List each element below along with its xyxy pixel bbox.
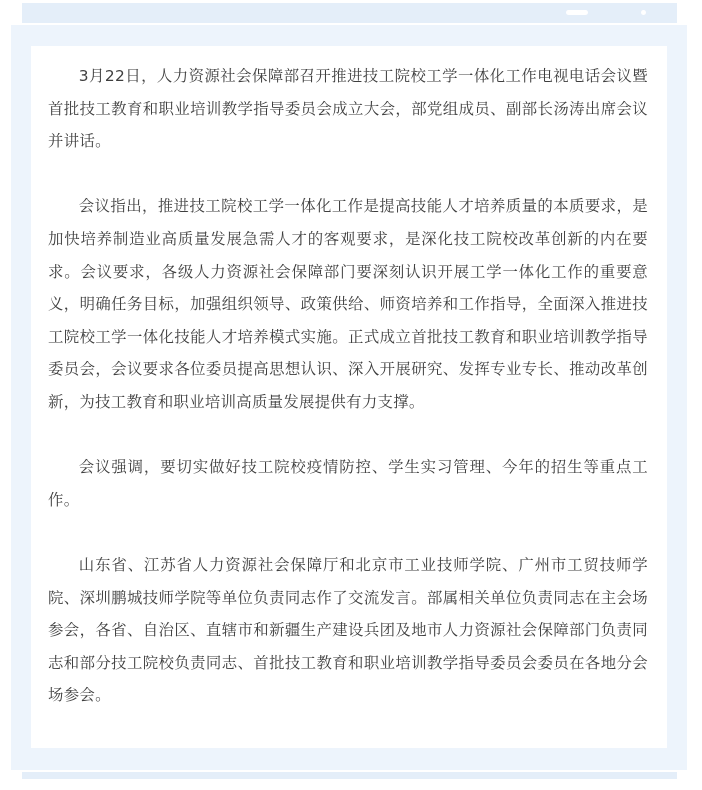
bottom-decor-bar: [22, 772, 677, 779]
article-body: [48, 60, 648, 712]
paragraph-meeting-points: 会议指出，推进技工院校工学一体化工作是提高技能人才培养质量的本质要求，是加快培养制造业高质量发展急需人才的客观要求，是深化技工院校改革创新的内在要求。会议要求，各级人力资源社会保障部门要深刻认识开展工学一体化工作的重要意义，明确任务目标，加强组织领导、政策供给、师资培养和工作指导，全面深入推进技工院校工学一体化技能人才培养模式实施。正式成立首批技工教育和职业培训教学指导委员会，会议要求各位委员提高思想认识、深入开展研究、发挥专业专长、推动改革创新，为技工教育和职业培训高质量发展提供有力支撑。: [48, 197, 648, 411]
paragraph-spacer: [48, 419, 648, 452]
paragraph-meeting-emphasis: 会议强调，要切实做好技工院校疫情防控、学生实习管理、今年的招生等重点工作。: [48, 458, 648, 509]
paragraph-participants: 山东省、江苏省人力资源社会保障厅和北京市工业技师学院、广州市工贸技师学院、深圳鹏城技师学院等单位负责同志作了交流发言。部属相关单位负责同志在主会场参会，各省、自治区、直辖市和新疆生产建设兵团及地市人力资源社会保障部门负责同志和部分技工院校负责同志、首批技工教育和职业培训教学指导委员会委员在各地分会场参会。: [48, 555, 648, 705]
decor-dot: [641, 10, 646, 15]
paragraph-meeting-intro: 3月22日，人力资源社会保障部召开推进技工院校工学一体化工作电视电话会议暨首批技工教育和职业培训教学指导委员会成立大会，部党组成员、副部长汤涛出席会议并讲话。: [48, 67, 648, 151]
paragraph-spacer: [48, 516, 648, 549]
decor-pill: [566, 10, 588, 15]
paragraph-spacer: [48, 158, 648, 191]
